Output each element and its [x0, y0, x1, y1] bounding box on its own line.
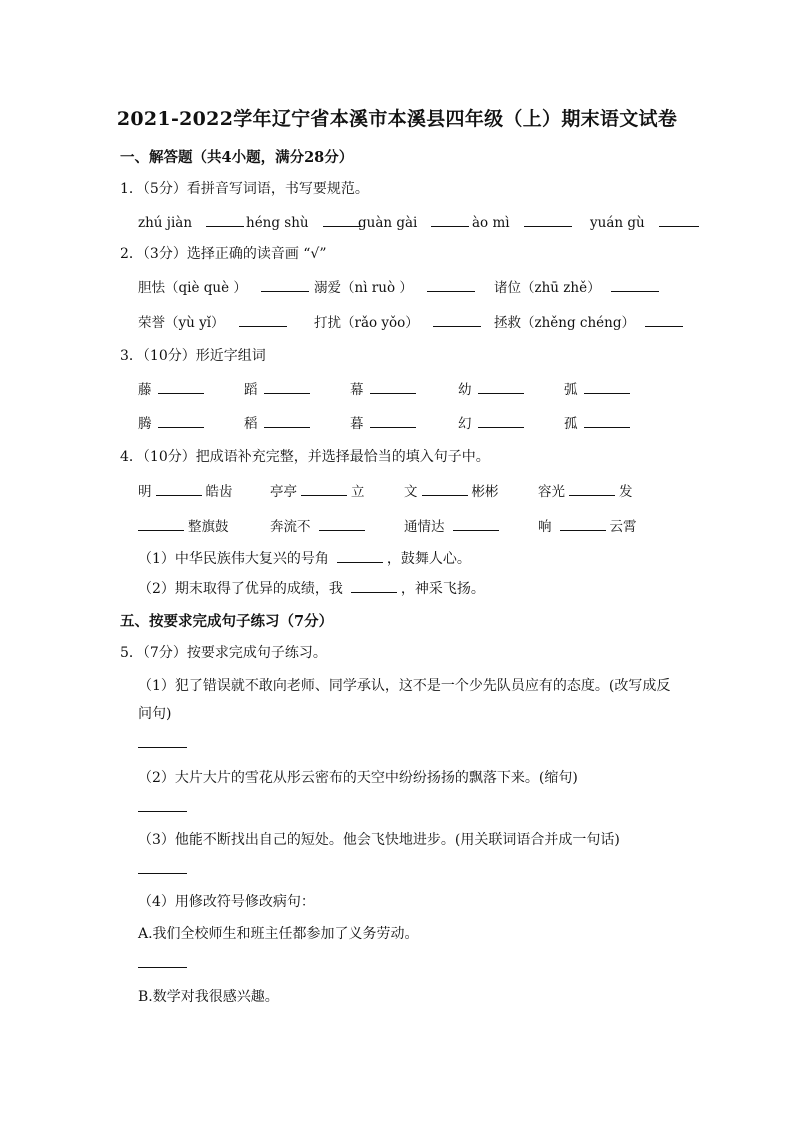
char-item: 弧 — [564, 378, 634, 398]
answer-line[interactable] — [138, 966, 187, 968]
answer-line[interactable] — [138, 746, 187, 748]
pinyin-item: ào mì — [472, 212, 576, 231]
q5-item-4: （4）用修改符号修改病句： — [138, 894, 315, 910]
idiom-item: 整旗鼓 — [138, 515, 229, 535]
answer-blank[interactable] — [645, 312, 683, 327]
char-item: 幕 — [350, 378, 420, 398]
idiom-item: 响 云霄 — [538, 515, 637, 535]
page-title: 2021-2022学年辽宁省本溪市本溪县四年级（上）期末语文试卷 — [116, 108, 678, 130]
q5-item-4b: B.数学对我很感兴趣。 — [138, 989, 279, 1005]
answer-blank[interactable] — [264, 379, 310, 394]
answer-blank[interactable] — [337, 548, 383, 563]
answer-blank[interactable] — [239, 312, 287, 327]
idiom-item: 文 彬彬 — [404, 480, 499, 500]
reading-choice: 荣誉（yù yǐ） — [138, 311, 291, 331]
reading-choice: 拯救（zhěng chéng） — [494, 311, 687, 331]
char-item: 幼 — [458, 378, 528, 398]
section-heading-5: 五、按要求完成句子练习（7分） — [120, 613, 334, 630]
question-1-prompt: 1．（5分）看拼音写词语，书写要规范。 — [120, 181, 369, 197]
answer-line[interactable] — [138, 872, 187, 874]
pinyin-item: zhú jiàn — [138, 212, 248, 231]
answer-blank[interactable] — [158, 379, 204, 394]
answer-blank[interactable] — [301, 481, 347, 496]
q5-item-1-line-2: 问句) — [138, 706, 172, 722]
answer-blank[interactable] — [261, 277, 309, 292]
q5-item-2: （2）大片大片的雪花从彤云密布的天空中纷纷扬扬的飘落下来。(缩句) — [138, 770, 578, 786]
answer-blank[interactable] — [370, 379, 416, 394]
answer-blank[interactable] — [323, 212, 361, 227]
answer-blank[interactable] — [206, 212, 244, 227]
answer-blank[interactable] — [478, 379, 524, 394]
char-item: 暮 — [350, 412, 420, 432]
q4-sentence-1: （1）中华民族伟大复兴的号角 ，鼓舞人心。 — [138, 548, 471, 568]
question-2-prompt: 2．（3分）选择正确的读音画 “√” — [120, 246, 327, 262]
answer-blank[interactable] — [560, 516, 606, 531]
char-item: 蹈 — [244, 378, 314, 398]
answer-line[interactable] — [138, 810, 187, 812]
answer-blank[interactable] — [264, 413, 310, 428]
idiom-item: 容光 发 — [538, 480, 633, 500]
reading-choice: 溺爱（nì ruò ） — [314, 276, 479, 296]
answer-blank[interactable] — [659, 212, 699, 227]
char-item: 孤 — [564, 412, 634, 432]
pinyin-item: yuán gù — [590, 212, 703, 231]
answer-blank[interactable] — [138, 516, 184, 531]
answer-blank[interactable] — [422, 481, 468, 496]
char-item: 幻 — [458, 412, 528, 432]
q5-item-1-line-1: （1）犯了错误就不敢向老师、同学承认，这不是一个少先队员应有的态度。(改写成反 — [138, 678, 671, 694]
answer-blank[interactable] — [524, 212, 572, 227]
answer-blank[interactable] — [319, 516, 365, 531]
reading-choice: 诸位（zhū zhě） — [494, 276, 663, 296]
q4-sentence-2: （2）期末取得了优异的成绩，我 ，神采飞扬。 — [138, 578, 485, 598]
q5-item-4a: A.我们全校师生和班主任都参加了义务劳动。 — [138, 926, 419, 942]
char-item: 稻 — [244, 412, 314, 432]
idiom-item: 通情达 — [404, 515, 503, 535]
answer-blank[interactable] — [569, 481, 615, 496]
idiom-item: 亭亭 立 — [270, 480, 365, 500]
section-heading-1: 一、解答题（共4小题，满分28分） — [120, 149, 354, 166]
answer-blank[interactable] — [453, 516, 499, 531]
answer-blank[interactable] — [156, 481, 202, 496]
pinyin-item: héng shù — [246, 212, 365, 231]
char-item: 腾 — [138, 412, 208, 432]
idiom-item: 明 皓齿 — [138, 480, 233, 500]
question-5-prompt: 5．（7分）按要求完成句子练习。 — [120, 645, 327, 661]
idiom-item: 奔流不 — [270, 515, 369, 535]
question-4-prompt: 4．（10分）把成语补充完整，并选择最恰当的填入句子中。 — [120, 449, 490, 465]
answer-blank[interactable] — [433, 312, 481, 327]
answer-blank[interactable] — [584, 413, 630, 428]
question-3-prompt: 3．（10分）形近字组词 — [120, 348, 266, 364]
answer-blank[interactable] — [351, 578, 397, 593]
reading-choice: 胆怯（qiè què ） — [138, 276, 313, 296]
pinyin-item: guàn gài — [358, 212, 473, 231]
answer-blank[interactable] — [158, 413, 204, 428]
char-item: 藤 — [138, 378, 208, 398]
answer-blank[interactable] — [370, 413, 416, 428]
reading-choice: 打扰（rǎo yǒo） — [314, 311, 485, 331]
q5-item-3: （3）他能不断找出自己的短处。他会飞快地进步。(用关联词语合并成一句话) — [138, 832, 620, 848]
answer-blank[interactable] — [431, 212, 469, 227]
answer-blank[interactable] — [584, 379, 630, 394]
answer-blank[interactable] — [427, 277, 475, 292]
answer-blank[interactable] — [478, 413, 524, 428]
answer-blank[interactable] — [611, 277, 659, 292]
